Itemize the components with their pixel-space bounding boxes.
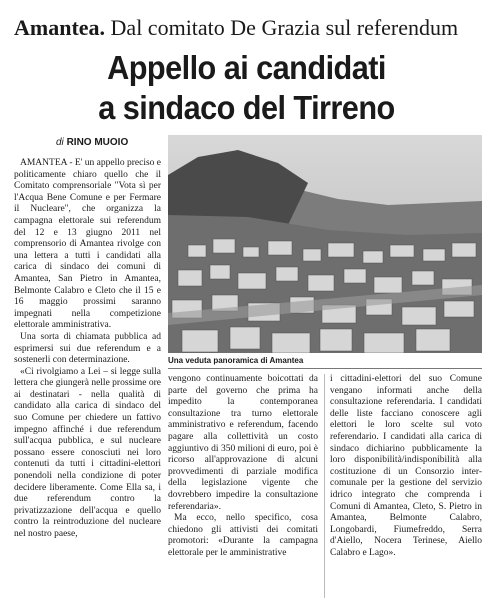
byline xyxy=(56,137,128,148)
panorama-image xyxy=(168,135,482,353)
body-column-right xyxy=(330,374,482,598)
headline-line-1: Appello ai candidati xyxy=(107,49,386,86)
photo-caption: Una veduta panoramica di Amantea xyxy=(168,356,304,365)
column-divider xyxy=(324,374,325,598)
caption-divider xyxy=(168,368,482,369)
kicker-place: Amantea. xyxy=(14,15,106,40)
paragraph: i cittadini-elettori del suo Comune vengano informati anche della consultazione referendaria. I candidati delle liste facciano conoscere agli elettori le loro scelte sul voto referendario. I candidati alla carica di sindaco dichiarino pubblicamente la loro disponibilità/indisponibilità alla costituzione di un Consorzio inter-comunale per la gestione del servizio idrico integrato che comprenda i Comuni di Amantea, Cleto, S. Pietro in Amantea, Belmonte Calabro, Longobardi, Fiumefreddo, Serra d'Aiello, Nocera Terinese, Aiello Calabro e Lago». xyxy=(330,374,482,558)
paragraph: «Ci rivolgiamo a Lei – si legge sulla lettera che giungerà nelle prossime ore ai destinatari - nella qualità di candidato alla carica di sindaco del suo Comune per chiedere un fattivo impegno affinché i due referendum sull'acqua pubblica, e sul nucleare possano essere conosciuti nei loro contenuti da tutti i cittadini-elettori ponendoli nella condizione di poter decidere liberamente. Come Ella sa, i due referendum contro la privatizzazione dell'acqua e quello contro la reintroduzione del nucleare nel nostro paese, xyxy=(14,366,161,539)
paragraph: Una sorta di chiamata pubblica ad esprimersi sui due referendum e a sostenerli con determinazione. xyxy=(14,331,161,366)
byline-prefix: di xyxy=(56,137,64,148)
kicker-text: Dal comitato De Grazia sul referendum xyxy=(110,15,459,40)
headline-line-2: a sindaco del Tirreno xyxy=(98,89,395,126)
body-column-left xyxy=(14,158,161,598)
paragraph: Ma ecco, nello specifico, cosa chiedono gli attivisti dei comitati promotori: «Durante la campagna elettorale per le amministrative xyxy=(168,513,318,558)
paragraph: vengono continuamente boicottati da parte del governo che prima ha impedito la contemporanea consultazione tra turno elettorale amministrativo e referendum, facendo pagare alla collettività un costo aggiuntivo di 350 milioni di euro, poi è ricorso all'approvazione di alcuni provvedimenti di parziale modifica della legislazione vigente che dovrebbero impedire la consultazione referendaria». xyxy=(168,374,318,512)
article-photo xyxy=(168,135,482,353)
paragraph: AMANTEA - E' un appello preciso e politicamente chiaro quello che il Comitato comprensoriale "Vota sì per l'Acqua Bene Comune e per Fermare il Nucleare", che organizza la campagna elettorale sui referendum del 12 e 13 giugno 2011 nel comprensorio di Amantea rivolge con una lettera a tutti i candidati alla carica di sindaco dei comuni di Amantea, San Pietro in Amantea, Belmonte Calabro e Cleto che il 15 e 16 maggio prossimi saranno impegnati nella competizione elettorale amministrativa. xyxy=(14,158,161,331)
byline-name: RINO MUOIO xyxy=(66,137,129,148)
kicker xyxy=(14,14,484,42)
body-column-middle xyxy=(168,374,318,598)
